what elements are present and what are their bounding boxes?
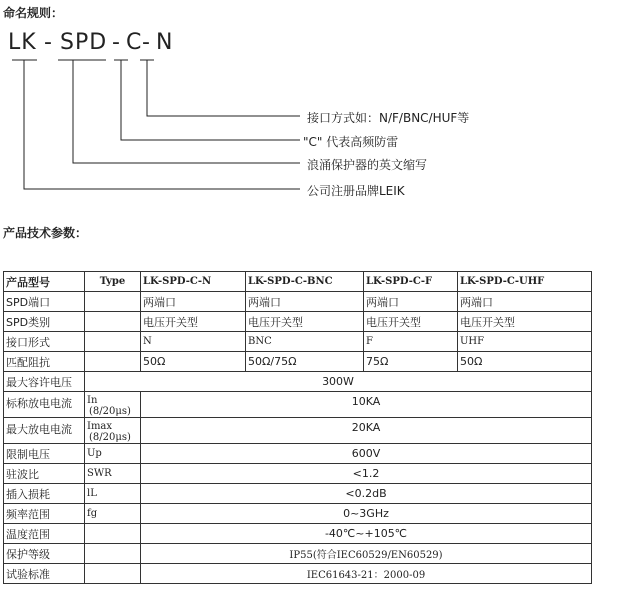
legend-surge: 浪涌保护器的英文缩写 (307, 158, 428, 172)
row-label: 限制电压 (4, 444, 85, 464)
header-cell: 产品型号 (4, 272, 85, 292)
connector-spd (58, 60, 300, 163)
cell: 电压开关型 (364, 312, 458, 332)
merged-cell: 300W (85, 372, 592, 392)
code-n: N (156, 30, 174, 55)
table-row (4, 392, 592, 418)
naming-rules-heading: 命名规则： (3, 6, 64, 20)
code-sep: - (142, 30, 151, 55)
connector-c (114, 60, 300, 140)
row-symbol (85, 312, 141, 332)
table-row (4, 564, 592, 584)
row-label: 保护等级 (4, 544, 85, 564)
row-symbol (85, 544, 141, 564)
params-heading: 产品技术参数： (3, 226, 88, 240)
row-label: SPD类别 (4, 312, 85, 332)
header-cell: Type (85, 272, 141, 292)
row-symbol (85, 352, 141, 372)
cell: 电压开关型 (246, 312, 364, 332)
cell: 电压开关型 (141, 312, 246, 332)
cell: 50Ω (141, 352, 246, 372)
table-row (4, 418, 592, 444)
table-row (4, 312, 592, 332)
table-row (4, 292, 592, 312)
row-label: 匹配阻抗 (4, 352, 85, 372)
legend-interface: 接口方式如：N/F/BNC/HUF等 (307, 111, 470, 125)
row-label: 试验标准 (4, 564, 85, 584)
header-cell: LK-SPD-C-N (141, 272, 246, 292)
spec-table (3, 271, 592, 584)
cell: 75Ω (364, 352, 458, 372)
cell: 50Ω/75Ω (246, 352, 364, 372)
row-label: 驻波比 (4, 464, 85, 484)
legend-brand: 公司注册品牌LEIK (307, 184, 405, 198)
row-symbol: Up (85, 444, 141, 464)
cell: 两端口 (364, 292, 458, 312)
cell: 电压开关型 (458, 312, 592, 332)
row-label: 温度范围 (4, 524, 85, 544)
symbol-sub: (8/20μs) (89, 432, 131, 443)
table-row (4, 444, 592, 464)
merged-cell: IEC61643-21：2000-09 (141, 564, 592, 584)
row-label: 最大容许电压 (4, 372, 85, 392)
table-row (4, 372, 592, 392)
cell: UHF (458, 332, 592, 352)
row-label: 插入损耗 (4, 484, 85, 504)
header-cell: LK-SPD-C-UHF (458, 272, 592, 292)
code-sep: - (112, 30, 121, 55)
row-label: SPD端口 (4, 292, 85, 312)
table-row (4, 464, 592, 484)
code-c: C (126, 30, 143, 55)
row-symbol (85, 418, 141, 444)
row-label: 频率范围 (4, 504, 85, 524)
row-symbol: fg (85, 504, 141, 524)
header-cell: LK-SPD-C-BNC (246, 272, 364, 292)
merged-cell: IP55(符合IEC60529/EN60529) (141, 544, 592, 564)
row-symbol (85, 524, 141, 544)
row-symbol (85, 292, 141, 312)
header-cell: LK-SPD-C-F (364, 272, 458, 292)
connector-n (140, 60, 300, 116)
symbol-text: Imax (87, 421, 113, 432)
table-row (4, 544, 592, 564)
table-row (4, 352, 592, 372)
row-label: 接口形式 (4, 332, 85, 352)
cell: 两端口 (246, 292, 364, 312)
row-symbol (85, 564, 141, 584)
merged-cell: 0~3GHz (141, 504, 592, 524)
table-row (4, 484, 592, 504)
table-row (4, 332, 592, 352)
table-row (4, 504, 592, 524)
merged-cell: 10KA (141, 392, 592, 418)
merged-cell: <1.2 (141, 464, 592, 484)
code-sep: - (44, 30, 53, 55)
merged-cell: <0.2dB (141, 484, 592, 504)
row-symbol: lL (85, 484, 141, 504)
row-symbol (85, 332, 141, 352)
merged-cell: 20KA (141, 418, 592, 444)
table-row (4, 524, 592, 544)
symbol-text: In (87, 395, 98, 406)
cell: 50Ω (458, 352, 592, 372)
symbol-sub: (8/20μs) (89, 406, 131, 417)
merged-cell: -40℃~+105℃ (141, 524, 592, 544)
row-label: 最大放电电流 (4, 418, 85, 444)
row-symbol (85, 392, 141, 418)
code-brand: LK (8, 30, 37, 55)
table-header-row (4, 272, 592, 292)
cell: F (364, 332, 458, 352)
row-label: 标称放电电流 (4, 392, 85, 418)
cell: 两端口 (141, 292, 246, 312)
connector-brand (12, 60, 300, 189)
merged-cell: 600V (141, 444, 592, 464)
row-symbol: SWR (85, 464, 141, 484)
cell: BNC (246, 332, 364, 352)
cell: 两端口 (458, 292, 592, 312)
legend-high-freq: "C" 代表高频防雷 (303, 135, 399, 149)
code-spd: SPD (60, 30, 108, 55)
cell: N (141, 332, 246, 352)
